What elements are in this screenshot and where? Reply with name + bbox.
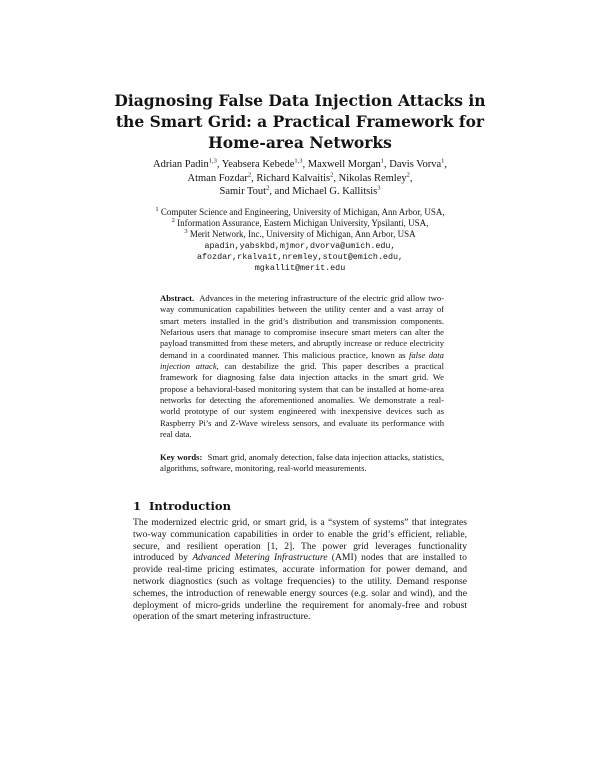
author: Atman Fozdar [187,172,248,184]
affiliation-number: 2 [171,217,175,225]
abstract [160,293,444,440]
author: and Michael G. Kallitsis [274,186,378,198]
author-affil-marker: 2 [266,184,270,192]
affiliation-text: Information Assurance, Eastern Michigan University, Ypsilanti, USA, [177,218,429,229]
intro-text: (AMI) nodes that are installed to provide real-time pricing estimates, accurate information for power demand, and network diagnostics (such as voltage frequencies) to the utility. Demand response schemes, the introduction of renewable energy sources (e.g. solar and wind), and the deployment of micro-grids underline the requirement for anomaly-free and robust operation of the smart metering infrastructure. [133,552,467,623]
affiliation-number: 1 [155,206,159,213]
author-affil-marker: 1 [380,157,385,165]
section-title: Introduction [149,499,231,513]
paper-title: Diagnosing False Data Injection Attacks in the Smart Grid: a Practical Framework for Home-area Networks [114,91,486,152]
abstract-text: can destabilize the grid. This paper describes a practical framework for diagnosing false data injection attacks in the smart grid. We propose a behavioral-based monitoring system that can be installed at home-area networks for detecting the aforementioned anomalies. We demonstrate a real-world prototype of our system engineered with inexpensive devices such as Raspberry Pi’s and Z-Wave wireless sensors, and evaluate its performance with real data. [160,361,444,440]
intro-text: The modernized electric grid, or smart grid, is a “system of systems” that integrates two-way communication capabilities in order to enable the grid’s efficient, reliable, secure, and resilient operation [1, 2]. The power grid leverages functionality introduced by [133,517,467,564]
email-line[interactable]: apadin,yabskbd,mjmor,dvorva@umich.edu, [204,240,396,251]
author: Nikolas Remley [338,172,407,184]
section-number: 1 [133,499,142,513]
author: Davis Vorva [389,159,442,170]
intro-paragraph [133,517,467,623]
author-affil-marker: 2 [406,171,410,179]
affiliation-text: Merit Network, Inc., University of Michigan, Ann Arbor, USA [189,229,416,240]
section-heading [133,499,231,513]
affiliation-line [140,218,460,229]
affiliation-line [140,229,460,240]
affiliation-number: 3 [184,228,188,236]
author-affil-marker: 2 [330,171,334,179]
affiliation-line [140,207,460,218]
abstract-text: Advances in the metering infrastructure of the electric grid allow two-way communication capabilities between the utility center and a vast array of smart meters installed in the grid’s distribution and transmission components. Nefarious users that manage to compromise insecure smart meters can alter the payload transmitted from these meters, and abruptly increase or reduce electricity demand in a coordinated manner. This malicious practice, known as [160,293,444,360]
abstract-label: Abstract. [160,293,195,303]
author-affil-marker: 1 [441,157,445,165]
affiliation-text: Computer Science and Engineering, University of Michigan, Ann Arbor, USA, [160,207,445,217]
author-affil-marker: 1,3 [294,157,303,165]
author: Adrian Padin [153,159,209,170]
author-affil-marker: 1,3 [208,157,217,165]
author-affil-marker: 3 [377,184,381,192]
keywords-text: Smart grid, anomaly detection, false data injection attacks, statistics, algorithms, software, monitoring, real-world measurements. [160,452,445,474]
author: Maxwell Morgan [307,159,381,170]
keywords-label: Key words: [160,452,203,462]
email-line[interactable]: mgkallit@merit.edu [254,263,346,274]
author-list: Adrian Padin$^{1,3}$, Yeabsera Kebede$^{1,3}$, Maxwell Morgan$^1$, Davis Vorva$^1$, Atman Fozdar$^2$, Richard Kalvaitis$^2$, Nikolas Remley$^2$, Samir Tout$^2$, and Michael G. Kallitsis$^3$ [153,157,447,198]
intro-emphasis: Advanced Metering Infrastructure [192,552,328,564]
author: Yeabsera Kebede [221,159,295,170]
email-line[interactable]: afozdar,rkalvait,nremley,stout@emich.edu, [196,251,404,262]
abstract-emphasis: false data injection attack, [160,349,444,372]
affiliation-block [140,207,460,274]
author: Samir Tout [219,186,267,198]
keywords [160,452,444,475]
author-affil-marker: 2 [247,171,252,179]
author: Richard Kalvaitis [256,172,331,184]
